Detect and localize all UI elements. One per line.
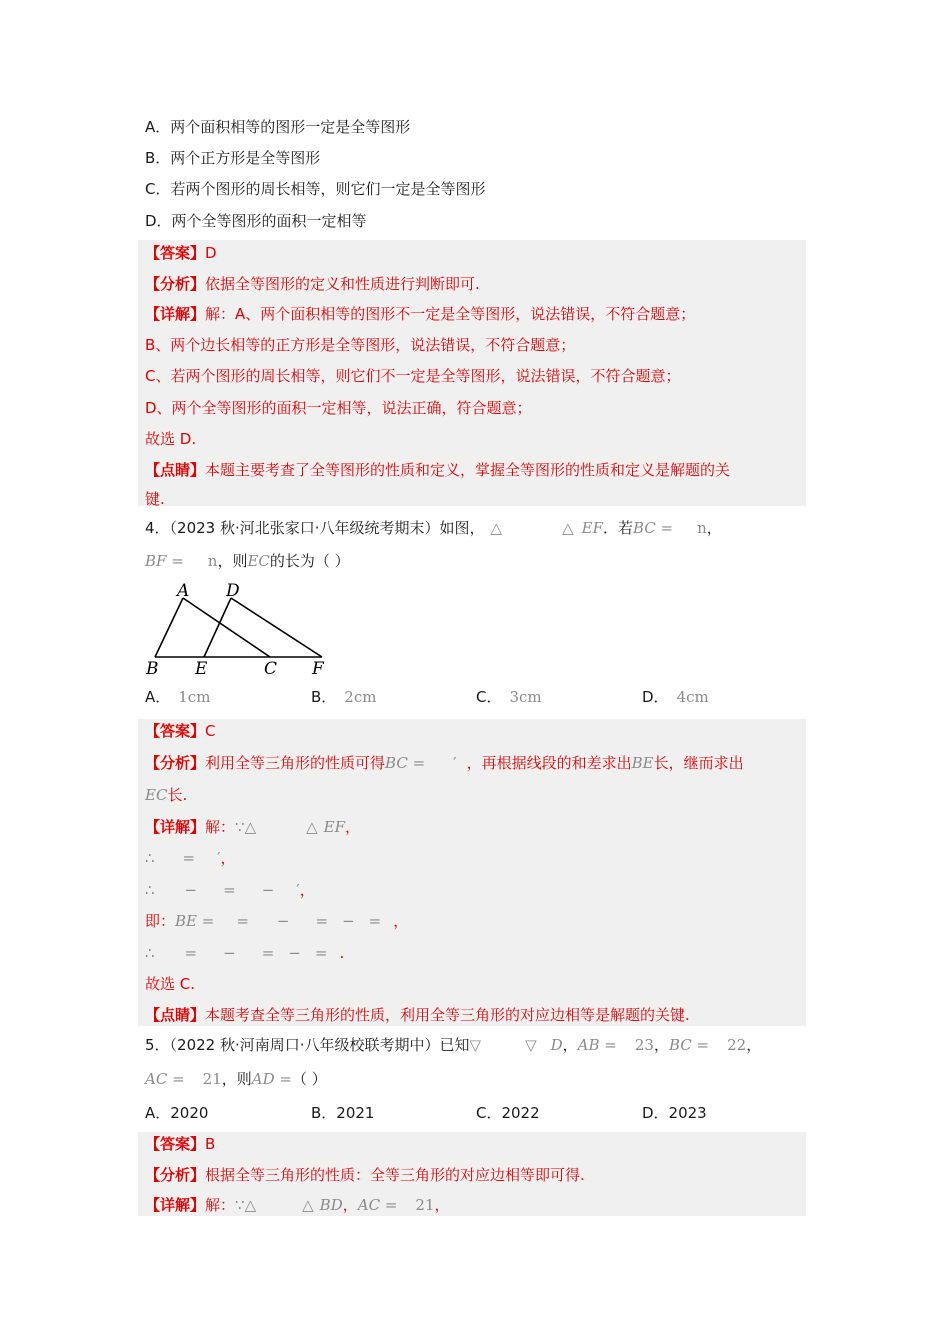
point-label-a: A (177, 581, 190, 601)
math-minus: − (184, 881, 198, 899)
math-minus: − (261, 881, 275, 899)
math-ad: AD = (251, 1070, 292, 1088)
math-prime: ′ (453, 754, 457, 772)
triangle-symbol: △ (490, 519, 503, 537)
math-number: 23 (634, 1036, 654, 1054)
triangle-symbol: △ (306, 818, 318, 836)
detail-text: 即： (145, 912, 176, 930)
math-ac: AC = (145, 1070, 185, 1088)
math-prime: ′ (217, 849, 221, 867)
q5-option-c: C．2022 (476, 1104, 540, 1122)
analysis-tag: 【分析】 (145, 754, 206, 772)
answer-tag: 【答案】 (145, 722, 206, 740)
math-ec: EC (247, 552, 270, 570)
comment-text: 本题主要考查了全等图形的性质和定义，掌握全等图形的性质和定义是解题的关 (205, 461, 731, 479)
q3-option-d: D．两个全等图形的面积一定相等 (145, 212, 367, 230)
detail-tag: 【详解】 (145, 818, 206, 836)
math-be: BE = (175, 912, 215, 930)
option-value: 3cm (509, 688, 542, 706)
option-value: 4cm (676, 688, 709, 706)
q3-detail-2: B、两个边长相等的正方形是全等图形，说法错误，不符合题意； (145, 336, 576, 354)
q4-answer (145, 721, 216, 741)
therefore-symbol: ∴ (145, 944, 155, 962)
detail-text: 解： (205, 1196, 236, 1214)
side-df (231, 598, 322, 657)
q5-option-d: D．2023 (642, 1104, 707, 1122)
q3-option-b: B．两个正方形是全等图形 (145, 149, 321, 167)
answer-value: B (205, 1135, 216, 1153)
analysis-tag: 【分析】 (145, 275, 206, 293)
math-unit: n (207, 552, 218, 570)
math-equals: = (182, 849, 196, 867)
math-number: 22 (727, 1036, 747, 1054)
detail-text: ， (299, 881, 315, 899)
math-minus: − (223, 944, 236, 962)
math-equals: = (223, 881, 236, 899)
q4-detail-6: 故选 C. (145, 975, 196, 993)
q4-analysis-1 (145, 753, 744, 773)
q4-comment (145, 1005, 690, 1025)
detail-text: 解： (205, 818, 236, 836)
q5-stem-text: （ ） (291, 1070, 327, 1088)
math-bc: BC = (668, 1036, 710, 1054)
option-letter: C． (476, 688, 502, 706)
math-minus: − (342, 912, 355, 930)
analysis-text: 长，继而求出 (653, 754, 744, 772)
q4-detail-5 (145, 943, 344, 963)
comment-text: 本题考查全等三角形的性质，利用全等三角形的对应边相等是解题的关键. (205, 1006, 690, 1024)
answer-value: D (205, 244, 217, 262)
math-minus: − (288, 944, 301, 962)
therefore-symbol: ∴ (145, 849, 155, 867)
q4-stem-line-2 (145, 551, 350, 571)
detail-tag: 【详解】 (145, 305, 206, 323)
q5-stem-text: 5．（2022 秋·河南周口·八年级校联考期中）已知 (145, 1036, 470, 1054)
math-equals: = (314, 944, 328, 962)
q3-option-c: C．若两个图形的周长相等，则它们一定是全等图形 (145, 180, 486, 198)
q4-detail-4 (145, 911, 408, 931)
triangle-symbol: ▽ (525, 1036, 537, 1054)
option-letter: B． (311, 688, 337, 706)
detail-text: ， (342, 1196, 358, 1214)
math-bc: BC = (633, 519, 674, 537)
point-label-d: D (226, 581, 240, 601)
q4-detail-2 (145, 848, 236, 868)
analysis-tag: 【分析】 (145, 1166, 206, 1184)
because-symbol: ∵△ (235, 818, 257, 836)
q3-answer (145, 243, 217, 263)
point-label-e: E (195, 659, 208, 678)
math-equals: = (368, 912, 382, 930)
option-letter: A． (145, 688, 171, 706)
q5-stem-text: ， (653, 1036, 669, 1054)
q5-analysis (145, 1165, 585, 1185)
q4-detail-1 (145, 817, 360, 837)
comment-tag: 【点睛】 (145, 461, 206, 479)
q3-option-a: A．两个面积相等的图形一定是全等图形 (145, 118, 411, 136)
math-bc: BC = (385, 754, 426, 772)
math-unit: n (697, 519, 707, 537)
q4-stem-text: ， (706, 519, 722, 537)
math-bd: BD (319, 1196, 343, 1214)
math-equals: = (236, 912, 249, 930)
q4-detail-3 (145, 880, 315, 900)
math-ac: AC = (357, 1196, 398, 1214)
segment-ef: EF (323, 818, 346, 836)
q4-triangle-figure (140, 580, 340, 678)
q4-option-b (311, 687, 376, 707)
math-equals: = (261, 944, 275, 962)
analysis-text: 依据全等图形的定义和性质进行判断即可. (205, 275, 480, 293)
q5-stem-text: ， (562, 1036, 578, 1054)
math-bf: BF = (145, 552, 184, 570)
answer-value: C (205, 722, 216, 740)
q5-stem-line-2 (145, 1069, 327, 1089)
math-ab: AB = (577, 1036, 617, 1054)
math-equals: = (315, 912, 329, 930)
q5-stem-text: ， (746, 1036, 762, 1054)
q5-answer (145, 1134, 215, 1154)
math-number: 21 (415, 1196, 435, 1214)
q3-detail-4: D、两个全等图形的面积一定相等，说法正确，符合题意； (145, 399, 532, 417)
answer-tag: 【答案】 (145, 1135, 206, 1153)
triangle-symbol: △ (562, 519, 574, 537)
figure-lines (155, 598, 322, 657)
segment-ef: EF (581, 519, 603, 537)
detail-text: . (339, 944, 345, 962)
because-symbol: ∵△ (235, 1196, 257, 1214)
q5-option-a: A．2020 (145, 1104, 209, 1122)
detail-tag: 【详解】 (145, 1196, 206, 1214)
comment-tag: 【点睛】 (145, 1006, 206, 1024)
q4-option-d (642, 687, 709, 707)
q5-option-b: B．2021 (311, 1104, 375, 1122)
point-label-c: C (264, 659, 278, 678)
detail-text: ， (220, 849, 236, 867)
therefore-symbol: ∴ (145, 881, 155, 899)
math-prime: ′ (296, 881, 300, 899)
detail-text: 解：A、两个面积相等的图形不一定是全等图形，说法错误，不符合题意； (205, 305, 696, 323)
math-d: D (550, 1036, 563, 1054)
analysis-text: ，再根据线段的和差求出 (466, 754, 632, 772)
q4-stem-text: 4．（2023 秋·河北张家口·八年级统考期末）如图， (145, 519, 485, 537)
side-ab (155, 598, 183, 657)
math-be: BE (631, 754, 654, 772)
q4-stem-text: 的长为（ ） (269, 552, 350, 570)
triangle-symbol: △ (302, 1196, 314, 1214)
math-ec: EC (145, 786, 168, 804)
q3-comment-2: 键. (145, 490, 165, 508)
analysis-text: 利用全等三角形的性质可得 (205, 754, 386, 772)
math-equals: = (184, 944, 198, 962)
q4-stem-text: ．若 (602, 519, 633, 537)
q5-stem-text: ，则 (221, 1070, 252, 1088)
q3-detail-3: C、若两个图形的周长相等，则它们不一定是全等图形，说法错误，不符合题意； (145, 367, 681, 385)
analysis-text: 长. (167, 786, 188, 804)
q4-stem-text: ，则 (217, 552, 248, 570)
q4-option-a (145, 687, 210, 707)
answer-tag: 【答案】 (145, 244, 206, 262)
option-letter: D． (642, 688, 669, 706)
q3-analysis (145, 274, 480, 294)
q4-option-c (476, 687, 542, 707)
detail-text: ， (393, 912, 409, 930)
q3-detail-1 (145, 304, 695, 324)
q3-detail-5: 故选 D. (145, 430, 197, 448)
q5-detail (145, 1195, 450, 1215)
math-minus: − (276, 912, 290, 930)
q4-stem-line-1 (145, 518, 722, 538)
option-value: 2cm (344, 688, 377, 706)
q5-stem-line-1 (145, 1035, 761, 1055)
q3-comment (145, 460, 730, 480)
math-number: 21 (202, 1070, 222, 1088)
detail-text: ， (345, 818, 361, 836)
option-value: 1cm (178, 688, 211, 706)
triangle-symbol: ▽ (469, 1036, 482, 1054)
analysis-text: 根据全等三角形的性质：全等三角形的对应边相等即可得. (205, 1166, 585, 1184)
detail-text: ， (434, 1196, 450, 1214)
point-label-f: F (312, 659, 324, 678)
point-label-b: B (146, 659, 159, 678)
q4-analysis-2 (145, 785, 187, 805)
